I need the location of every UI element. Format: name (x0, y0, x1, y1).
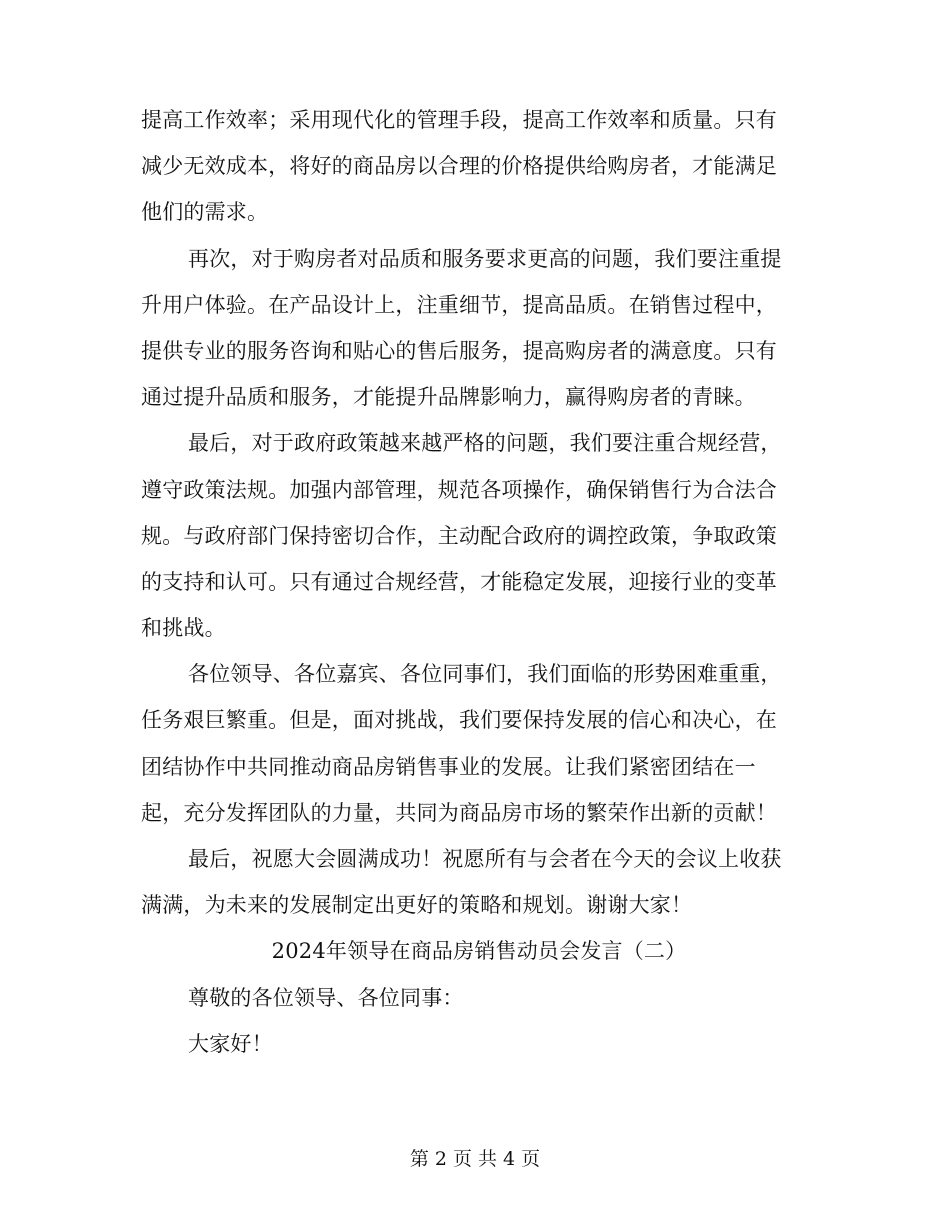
paragraph-4 (141, 651, 817, 836)
paragraph-line: 他们的需求。 (141, 200, 269, 225)
paragraph-5 (141, 836, 817, 928)
paragraph-1 (141, 97, 817, 236)
paragraph-line: 满满，为未来的发展制定出更好的策略和规划。谢谢大家！ (141, 893, 693, 918)
paragraph-line: 提供专业的服务咨询和贴心的售后服务，提高购房者的满意度。只有 (141, 338, 777, 363)
paragraph-line: 各位领导、各位嘉宾、各位同事们，我们面临的形势困难重重， (188, 662, 782, 687)
document-body (141, 97, 817, 1067)
paragraph-line: 遵守政策法规。加强内部管理，规范各项操作，确保销售行为合法合 (141, 477, 777, 502)
paragraph-line: 升用户体验。在产品设计上，注重细节，提高品质。在销售过程中， (141, 292, 777, 317)
greeting: 大家好！ (188, 1031, 273, 1056)
paragraph-3 (141, 420, 817, 651)
paragraph-line: 规。与政府部门保持密切合作，主动配合政府的调控政策，争取政策 (141, 523, 777, 548)
paragraph-line: 再次，对于购房者对品质和服务要求更高的问题，我们要注重提 (188, 246, 782, 271)
paragraph-line: 提高工作效率；采用现代化的管理手段，提高工作效率和质量。只有 (141, 108, 777, 132)
paragraph-line: 最后，祝愿大会圆满成功！祝愿所有与会者在今天的会议上收获 (188, 847, 782, 871)
paragraph-2 (141, 236, 817, 421)
paragraph-line: 起，充分发挥团队的力量，共同为商品房市场的繁荣作出新的贡献！ (141, 800, 777, 825)
paragraph-line: 通过提升品质和服务，才能提升品牌影响力，赢得购房者的青睐。 (141, 385, 756, 410)
paragraph-line: 团结协作中共同推动商品房销售事业的发展。让我们紧密团结在一 (141, 754, 756, 779)
paragraph-line: 和挑战。 (141, 616, 226, 641)
paragraph-line: 的支持和认可。只有通过合规经营，才能稳定发展，迎接行业的变革 (141, 569, 777, 594)
paragraph-line: 任务艰巨繁重。但是，面对挑战，我们要保持发展的信心和决心，在 (141, 708, 777, 733)
paragraph-line: 减少无效成本，将好的商品房以合理的价格提供给购房者，才能满足 (141, 154, 777, 179)
page-number-footer: 第 2 页 共 4 页 (409, 1148, 541, 1170)
salutation: 尊敬的各位领导、各位同事： (188, 985, 464, 1010)
paragraph-line: 最后，对于政府政策越来越严格的问题，我们要注重合规经营， (188, 431, 782, 456)
section-title: 2024年领导在商品房销售动员会发言（二） (271, 939, 687, 964)
